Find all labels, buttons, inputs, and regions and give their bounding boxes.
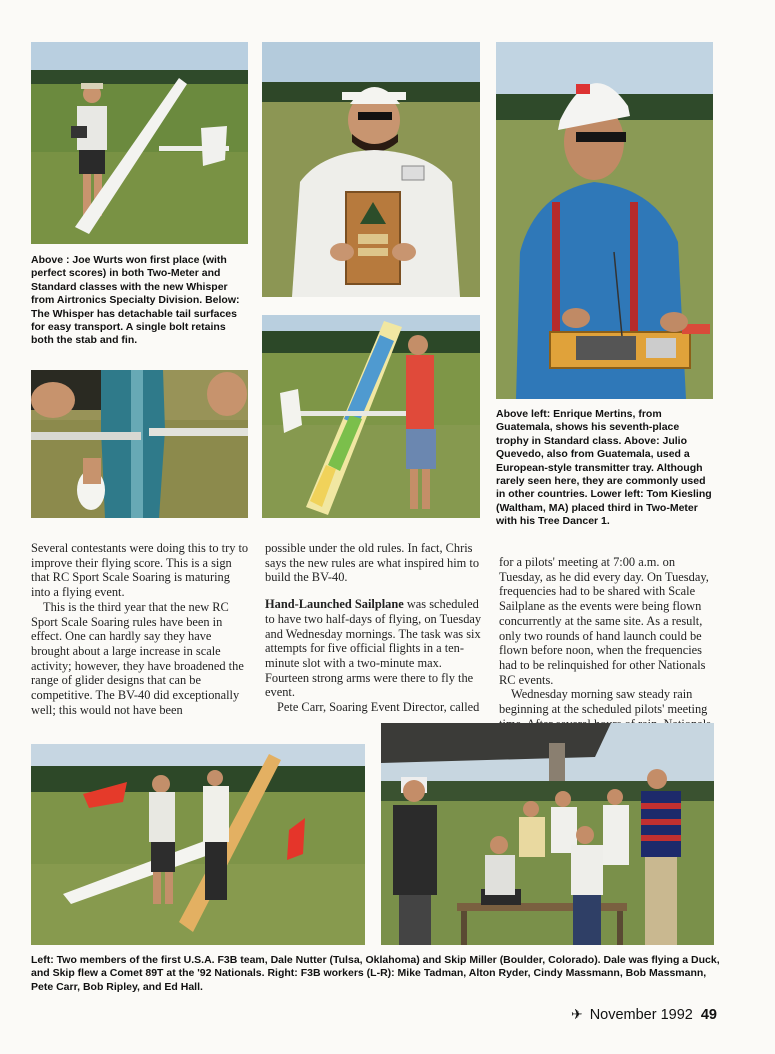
photo-whisper-tail-closeup	[31, 370, 248, 518]
article-paragraph: for a pilots' meeting at 7:00 a.m. on Tuesday, as he did every day. On Tuesday, frequencies had to be shared with Scale Sailplane as the events were being flown concurrently at the same site. As a result, only two rounds of hand launch could be flown before noon, when the frequencies had to be relinquished for other Nationals RC events.	[499, 555, 709, 687]
issue-date: November 1992	[589, 1007, 693, 1023]
photo-dale-nutter-skip-miller	[31, 744, 365, 945]
photo-enrique-mertins-trophy	[262, 42, 480, 297]
article-paragraph: Pete Carr, Soaring Event Director, called	[277, 700, 480, 715]
photo-julio-quevedo-transmitter	[496, 42, 713, 399]
article-paragraph: possible under the old rules. In fact, Chris says the new rules are what inspired him to build the BV-40.	[265, 541, 480, 585]
photo-f3b-workers	[381, 723, 714, 945]
page-number: 49	[700, 1007, 717, 1023]
page-footer	[571, 1006, 717, 1023]
article-paragraph-text: was scheduled to have two half-days of flying, on Tuesday and Wednesday mornings. The task was six attempts for five official flights in a ten-minute slot with a two-minute max. Fourteen strong arms were there to fly the event.	[265, 597, 482, 700]
airplane-icon: ✈	[570, 1006, 583, 1022]
article-column-2	[265, 541, 483, 715]
article-paragraph: Several contestants were doing this to try to improve their flying score. This is a sign that RC Sport Scale Soaring is maturing into a flying event.	[31, 541, 249, 600]
article-column-1	[31, 541, 249, 717]
article-paragraph	[265, 597, 483, 700]
caption-mertins-quevedo-kiesling: Above left: Enrique Mertins, from Guatemala, shows his seventh-place trophy in Standard class. Above: Julio Quevedo, also from Guatemala, used a European-style transmitter tray. Although rarely seen here, they are commonly used in other countries. Lower left: Tom Kiesling (Waltham, MA) placed third in Two-Meter with his Tree Dancer 1.	[496, 408, 712, 528]
article-paragraph: This is the third year that the new RC Sport Scale Soaring rules have been in effect. One can hardly say they have brought about a large increase in scale activity; however, they have broadened the range of glider designs that can be competitive. The BV-40 did exceptionally well; this would not have been	[31, 599, 244, 717]
section-heading: Hand-Launched Sailplane	[265, 597, 404, 612]
article-paragraph: Wednesday morning saw steady rain beginning at the scheduled pilots' meeting	[499, 687, 708, 717]
caption-f3b-team-and-workers: Left: Two members of the first U.S.A. F3B team, Dale Nutter (Tulsa, Oklahoma) and Skip Miller (Boulder, Colorado). Dale was flying a Duck, and Skip flew a Comet 89T at the '92 Nationals. Right: F3B workers (L-R): Mike Tadman, Alton Ryder, Cindy Massmann, Bob Massmann, Pete Carr, Bob Ripley, and Ed Hall.	[31, 954, 720, 993]
photo-joe-wurts-whisper	[31, 42, 248, 244]
photo-tom-kiesling-tree-dancer	[262, 315, 480, 518]
article-column-3	[499, 555, 717, 731]
caption-joe-wurts: Above : Joe Wurts won first place (with perfect scores) in both Two-Meter and Standard classes with the new Whisper from Airtronics Specialty Division. Below: The Whisper has detachable tail surfaces for easy transport. A single bolt retains both the stab and fin.	[31, 254, 240, 347]
